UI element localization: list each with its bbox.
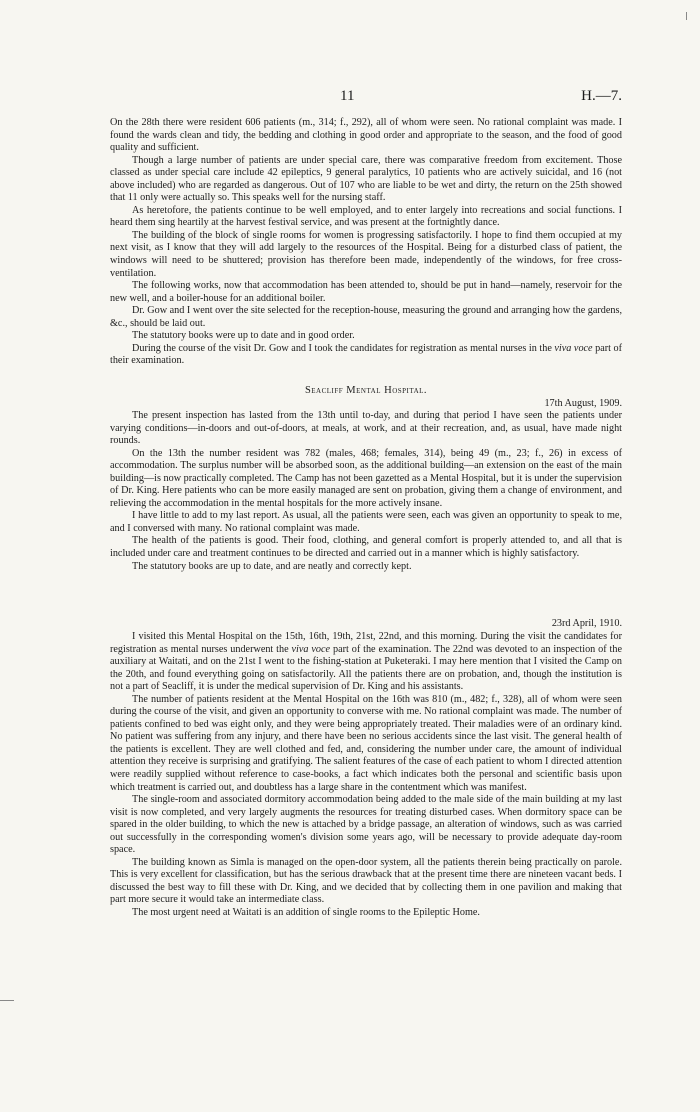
paragraph: Though a large number of patients are under special care, there was comparative freedom from excitement. Those classed as under special care include 42 epileptics, 9 general paralytics, 10 patients who are actively suicidal, and 16 (not above included) who are regarded as dangerous. Out of 107 who are liable to be wet and dirty, the return on the 25th showed that 11 only were actually so. This speaks well for the nursing staff. xyxy=(110,154,622,204)
text-run: I visited this Mental Hospital on the 15th, 16th, 19th, 21st, 22nd, and this morning. During the visit the candidates for registration as mental nurses underwent the xyxy=(110,631,622,655)
paragraph: I have little to add to my last report. As usual, all the patients were seen, each was given an opportunity to speak to me, and I conversed with many. No rational complaint was made. xyxy=(110,510,622,534)
section-previous-hospital-report xyxy=(110,117,622,368)
page-number: 11 xyxy=(340,88,355,104)
text-run: part of the examination. The 22nd was devoted to an inspection of the auxiliary at Waitati, and on the 21st I went to the fishing-station at Puketeraki. I may here mention that I visited the Camp on the 20th, and found everything going on satisfactorily. All the patients there are on probation, and, though the institution is not a part of Seacliff, it is under the medical supervision of Dr. King and his assistants. xyxy=(110,643,622,693)
paragraph: The most urgent need at Waitati is an addition of single rooms to the Epileptic Home. xyxy=(132,907,480,919)
report-date: 17th August, 1909. xyxy=(544,398,622,409)
paragraph xyxy=(110,631,622,694)
visit-report-1910 xyxy=(110,631,622,920)
paragraph: The number of patients resident at the Mental Hospital on the 16th was 810 (m., 482; f., 328), all of whom were seen during the course of the visit, and given an opportunity to converse with me. No rational complaint was made. The number of patients confined to bed was eight only, and they were being appropriately treated. Their maladies were of an ordinary kind. No patient was suffering from any injury, and there have been no serious accidents since the last visit. The general health of the patients is excellent. They are well clothed and fed, and, considering the number under care, the amount of individual attention they receive is surprising and gratifying. The salient features of the case of each patient to whom I directed attention were readily supplied without reference to case-books, a fact which indicates both the personal and scientific basis upon which treatment is carried out, and doubtless has a large share in the contentment which was manifest. xyxy=(110,693,622,793)
text-run: part of their examination. xyxy=(110,342,623,367)
text-run: During the course of the visit Dr. Gow and I took the candidates for registration as mental nurses in the xyxy=(132,342,555,354)
paragraph: On the 13th the number resident was 782 (males, 468; females, 314), being 49 (m., 23; f., 26) in excess of accommodation. The surplus number will be absorbed soon, as the additional building—an extension on the east of the main building—is now practically completed. The Camp has not been gazetted as a Mental Hospital, but it is under the supervision of Dr. King. Here patients who can be more easily managed are sent on probation, giving them a change of environment, and relieving the accommodation in the mental hospitals for the more actively insane. xyxy=(110,447,622,509)
paragraph: The statutory books were up to date and in good order. xyxy=(132,330,355,342)
page-header xyxy=(110,88,622,110)
paragraph: The building known as Simla is managed on the open-door system, all the patients therein being practically on parole. This is very excellent for classification, but has the serious drawback that at the present time there are nineteen vacant beds. I discussed the best way to fill these with Dr. King, and we decided that by collecting them in one pavilion and making that part more secure it would take an intermediate class. xyxy=(110,856,622,906)
paragraph: As heretofore, the patients continue to be well employed, and to enter largely into recreations and social functions. I heard them sing heartily at the harvest festival service, and was present at the fortnightly dance. xyxy=(110,204,622,229)
section-heading: Seacliff Mental Hospital. xyxy=(304,385,428,396)
scan-edge-mark xyxy=(0,1000,14,1001)
paragraph: On the 28th there were resident 606 patients (m., 314; f., 292), all of whom were seen. No rational complaint was made. I found the wards clean and tidy, the bedding and clothing in good order and appropriate to the season, and the food of good quality and sufficient. xyxy=(110,117,622,154)
scan-edge-mark xyxy=(686,12,687,20)
paragraph: Dr. Gow and I went over the site selected for the reception-house, measuring the ground and arranging how the gardens, &c., should be laid out. xyxy=(110,305,622,329)
report-date: 23rd April, 1910. xyxy=(551,618,622,629)
paragraph: The single-room and associated dormitory accommodation being added to the male side of the main building at my last visit is now completed, and very largely augments the resources for treating disturbed cases. When dormitory space can be spared in the older building, to which the new is attached by a bridge passage, an alteration of windows, such as was carried out successfully in the corresponding women's division some years ago, will be necessary to provide adequate day-room space. xyxy=(110,794,622,856)
paragraph: The statutory books are up to date, and are neatly and correctly kept. xyxy=(132,560,412,572)
paragraph: The health of the patients is good. Their food, clothing, and general comfort is properly attended to, and all that is included under care and treatment continues to be directed and carried out in a manner which is highly satisfactory. xyxy=(110,535,622,560)
italic-text: viva voce xyxy=(554,342,593,354)
document-reference: H.—7. xyxy=(581,88,622,104)
paragraph: The present inspection has lasted from the 13th until to-day, and during that period I have seen the patients under varying conditions—in-doors and out-of-doors, at meals, at work, and at their recreation, and, as usual, have made night rounds. xyxy=(110,410,622,447)
paragraph xyxy=(110,343,622,368)
paragraph: The following works, now that accommodation has been attended to, should be put in hand—namely, reservoir for the new well, and a boiler-house for an additional boiler. xyxy=(110,280,622,304)
italic-text: viva voce xyxy=(291,643,331,655)
paragraph: The building of the block of single rooms for women is progressing satisfactorily. I hope to find them occupied at my next visit, as I know that they will add largely to the resources of the Hospital. Being for a disturbed class of patient, the windows will need to be shuttered; provision has therefore been made, independently of the windows, for free cross-ventilation. xyxy=(110,229,622,279)
visit-report-1909 xyxy=(110,410,622,573)
